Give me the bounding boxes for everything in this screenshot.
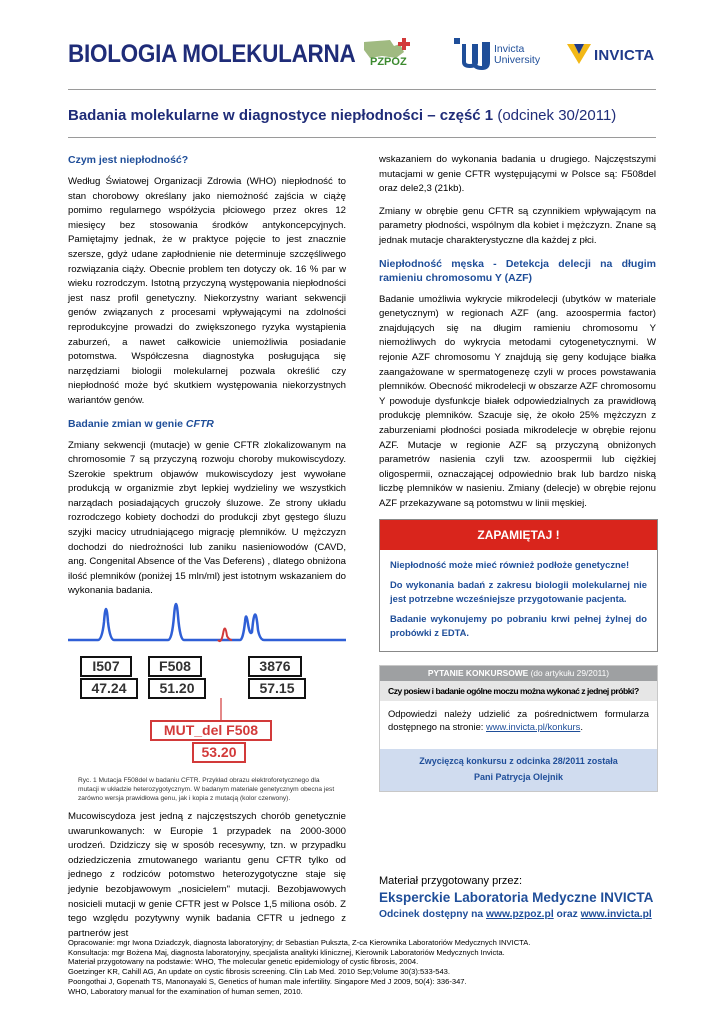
invicta-logo: INVICTA (566, 42, 666, 68)
footer-line: Materiał przygotowany na podstawie: WHO, The molecular genetic epidemiology of cystic fibrosis, 2004. (68, 957, 419, 967)
figure-caption: Ryc. 1 Mutacja F508del w badaniu CFTR. Przykład obrazu elektroforetycznego dla mutacji w układzie heterozygotycznym. W badanym materiale genetycznym obecna jest zarówno wersja prawidłowa genu, jak i kopia z mutacją (kolor czerwony). (78, 777, 335, 803)
mutation-value: 53.20 (192, 742, 246, 763)
remember-item: Niepłodność może mieć również podłoże genetyczne! (390, 559, 630, 570)
remember-item: Badanie wykonujemy po pobraniu krwi pełnej żylnej do probówki z EDTA. (390, 613, 647, 638)
section-heading-infertility: Czym jest niepłodność? (68, 154, 189, 166)
peak-value-f508: 51.20 (148, 678, 206, 699)
remember-header: ZAPAMIĘTAJ ! (380, 520, 657, 550)
contest-link[interactable]: www.invicta.pl/konkurs (486, 721, 581, 732)
footer-line: Goetzinger KR, Cahill AG, An update on cystic fibrosis screening. Clin Lab Med. 2010 Sep;Volume 30(3):533-543. (68, 967, 451, 977)
contest-winner: Zwycięzcą konkursu z odcinka 28/2011 została Pani Patrycja Olejnik (380, 749, 657, 791)
invicta-university-logo: Invicta University (452, 36, 552, 72)
peak-value-3876: 57.15 (248, 678, 306, 699)
paragraph: Zmiany w obrębie genu CFTR są czynnikiem wpływającym na parametry płodności, wspólnym dla kobiet i mężczyzn. Znane są jednak mutacje charakterystyczne dla każdej z płci. (379, 205, 656, 246)
right-column (379, 153, 656, 519)
page-title: BIOLOGIA MOLEKULARNA (68, 40, 356, 68)
article-subtitle: Badania molekularne w diagnostyce niepłodności – część 1 (odcinek 30/2011) (68, 107, 617, 124)
remember-item: Do wykonania badań z zakresu biologii molekularnej nie jest potrzebne wcześniejsze przygotowanie pacjenta. (390, 579, 647, 604)
footer-line: Poongothai J, Gopenath TS, Manonayaki S, Genetics of human male infertility. Singapore Med J 2009, 50(4): 336-347. (68, 976, 467, 986)
paragraph: Według Światowej Organizacji Zdrowia (WHO) niepłodność to stan chorobowy określany jako niemożność zajścia w ciążę pomimo regularnego współżycia płciowego przez okres 12 miesięcy bez stosowania środków antykoncepcyjnych. Pamiętajmy jednak, że w praktyce pojęcie to jest znacznie szersze, gdyż udane zapłodnienie nie determinuje szczęśliwego rozwiązania ciąży. Obecnie problem ten dotyczy ok. 16 % par w wieku rozrodczym. Istotną przyczyną występowania niepłodności jest nasz profil genetyczny. Niekorzystny wariant sekwencji genów związanych z procesami wpływającymi na zdolności reprodukcyjne prowadzi do zwiększonego ryzyka wystąpienia zaburzeń, a nawet całkowicie uniemożliwia posiadanie potomstwa. Współczesna diagnostyka posługująca się narzędziami biologii molekularnej pozwala określić czy niepłodność może być skutkiem występowania niekorzystnych wariantów genów. (68, 176, 346, 406)
peak-label-f508: F508 (148, 656, 202, 677)
footer-line: Opracowanie: mgr Iwona Dziadczyk, diagnosta laboratoryjny; dr Sebastian Pukszta, Z-ca Kierownika Laboratoriów Medycznych INVICTA. (68, 938, 531, 947)
invicta-link[interactable]: www.invicta.pl (580, 909, 652, 920)
section-heading-azf: Niepłodność męska - Detekcja delecji na długim ramieniu chromosomu Y (AZF) (379, 257, 656, 284)
contest-question: Czy posiew i badanie ogólne moczu można wykonać z jednej próbki? (380, 681, 657, 701)
peak-label-i507: I507 (80, 656, 132, 677)
pzpoz-link[interactable]: www.pzpoz.pl (486, 909, 554, 920)
contest-header: PYTANIE KONKURSOWE (do artykułu 29/2011) (380, 666, 657, 681)
paragraph: Mucowiscydoza jest jedną z najczęstszych chorób genetycznie uwarunkowanych: w Europie 1 przypadek na 2000-3000 urodzeń. Dzidziczy się w sposób recesywny, tzn. w przypadku odziedziczenia zmutowanego wariantu genu CFTR tylko od jednego z rodziców potomstwo heterozygotyczne staje się jedynie bezobjawowym „nosicielem" mutacji. Bezobjawowych nosicieli mutacji w genie CFTR jest w Polsce 1,5 miliona osób. Z tego względu pozytywny wynik badania CFTR u jednego z partnerów jest (68, 811, 346, 939)
prepared-by: Materiał przygotowany przez: Eksperckie Laboratoria Medyczne INVICTA Odcinek dostępny na www.pzpoz.pl oraz www.invicta.pl (379, 875, 654, 920)
electropherogram-trace (68, 604, 346, 640)
pzpoz-logo: PZPOZ (360, 36, 416, 70)
footer-references (68, 938, 668, 996)
footer-line: Konsultacja: mgr Bożena Maj, diagnosta laboratoryjny, specjalista analityki klinicznej, Kierownik Laboratoriów Medycznych Invicta. (68, 947, 505, 957)
footer-line: WHO, Laboratory manual for the examination of human semen, 2010. (68, 986, 303, 996)
mutation-label: MUT_del F508 (150, 720, 272, 741)
left-column-continued (68, 810, 346, 941)
header-divider (68, 89, 656, 90)
subtitle-divider (68, 137, 656, 138)
peak-label-3876: 3876 (248, 656, 302, 677)
section-heading-cftr: Badanie zmian w genie CFTR (68, 417, 214, 430)
remember-box (379, 519, 658, 652)
paragraph: Badanie umożliwia wykrycie mikrodelecji (ubytków w materiale genetycznym) w regionach AZF (ang. azoospermia factor) znajdujących się na długim ramieniu chromosomu Y niemożliwych do wykrycia metodami cytogenetycznymi. W rejonie AZF chromosomu Y znajdują się geny kodujące białka zaangażowane w spermatogenezę czyli w proces powstawania plemników. Obecność mikrodelecji w obszarze AZF chromosomu Y powoduje dysfunkcje białek odpowiedzialnych za prawidłową produkcję plemników. Szacuje się, że około 25% mężczyzn z zaburzeniami płodności posiada mikrodelecje w obrębie rejonu AZF. Mutacje w regionie AZF są przyczyną obniżonych parametrów nasienia czyli tzw. azoospermii lub ciężkiej oligospermii, oznaczającej odpowiednio brak lub bardzo niską liczbę plemników w nasieniu. Zmiany (delecje) w obrębie rejonu AZF przekazywane są potomstwu w linii męskiej. (379, 293, 656, 509)
peak-value-i507: 47.24 (80, 678, 138, 699)
paragraph: Zmiany sekwencji (mutacje) w genie CFTR zlokalizowanym na chromosomie 7 są przyczyną rozwoju choroby mukowiscydozy. Szerokie spektrum objawów mukowiscydozy jest wywołane produkcją w organizmie zbyt lepkiej wydzieliny we wszystkich narządach posiadających gruczoły śluzowe. Ze strony układu rozrodczego kobiety dochodzi do produkcji zbyt gęstego śluzu szyjki macicy utrudniającego migrację plemników. U mężczyzn dochodzi do niedrożności lub zaniku nasieniowodów (CAVD, ang. Congenital Absence of the Vas Deferens) , dlatego obniżona ilość plemników (poniżej 15 mln/ml) jest istotnym wskazaniem do wykonania badania. (68, 439, 346, 597)
left-column (68, 153, 346, 607)
paragraph: wskazaniem do wykonania badania u drugiego. Najczęstszymi mutacjami w genie CFTR występującymi w Polsce są: F508del oraz dele2,3 (21kb). (379, 154, 656, 195)
electrophoresis-figure (68, 592, 346, 768)
contest-box (379, 665, 658, 792)
contest-answer: Odpowiedzi należy udzielić za pośrednictwem formularza dostępnego na stronie: www.invicta.pl/konkurs. (388, 708, 649, 732)
